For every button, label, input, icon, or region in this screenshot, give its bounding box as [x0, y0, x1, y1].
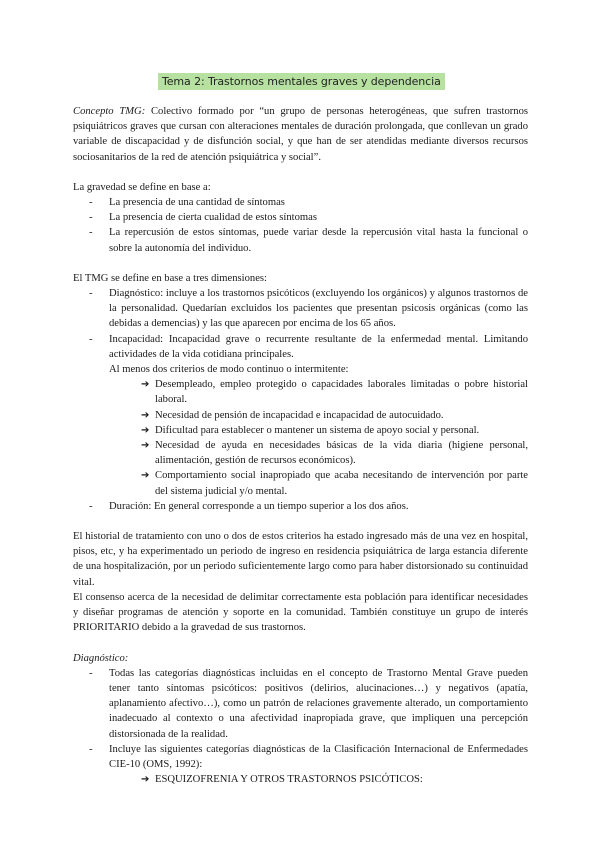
- dimensiones-heading: El TMG se define en base a tres dimensiones:: [73, 272, 267, 284]
- list-item-diagnostico: - Diagnóstico: incluye a los trastornos psicóticos (excluyendo los orgánicos) y algunos trastornos de la personalidad. Quedarían excluidos los pacientes que presentan psicosis orgánicas (como las debidas a demencias) y las que aparecen por encima de los 65 años.: [89, 288, 528, 330]
- intro-term: Concepto TMG:: [73, 106, 146, 117]
- list-item: - La presencia de cierta cualidad de estos síntomas: [73, 210, 528, 225]
- list-item: ➔ Necesidad de ayuda en necesidades básicas de la vida diaria (higiene personal, alimentación, gestión de recursos económicos).: [141, 440, 528, 467]
- criterios-list: [73, 377, 528, 499]
- list-item: - La presencia de una cantidad de síntomas: [73, 195, 528, 210]
- dash-marker: -: [89, 288, 93, 300]
- list-item: ➔ Dificultad para establecer o mantener un sistema de apoyo social y personal.: [143, 423, 528, 438]
- list-item-duracion: - Duración: En general corresponde a un tiempo superior a los dos años.: [73, 499, 528, 514]
- dimensiones-list: [73, 286, 528, 362]
- dash-marker: -: [89, 667, 93, 679]
- arrow-icon: ➔: [141, 409, 150, 421]
- historial-paragraph: El historial de tratamiento con uno o dos de estos criterios ha estado ingresado más de una vez en hospital, pisos, etc, y ha experimentado un periodo de ingreso en residencia psiquiátrica de larga estancia diferente de una hospitalización, por un periodo suficientemente largo como para haber distorsionado su continuidad vital.: [73, 531, 528, 588]
- criterios-intro: Al menos dos criterios de modo continuo o intermitente:: [109, 364, 349, 376]
- list-item: ➔ Comportamiento social inapropiado que acaba necesitando de intervención por parte del sistema judicial y/o mental.: [141, 470, 528, 497]
- list-item: ➔ ESQUIZOFRENIA Y OTROS TRASTORNOS PSICÓTICOS:: [143, 772, 528, 787]
- list-item: ➔ Desempleado, empleo protegido o capacidades laborales limitadas o pobre historial laboral.: [141, 379, 528, 406]
- intro-paragraph: [73, 104, 528, 165]
- diagnostico-list: [73, 666, 528, 772]
- dash-marker: -: [89, 212, 93, 224]
- dash-marker: -: [89, 227, 93, 239]
- page-title: Tema 2: Trastornos mentales graves y dependencia: [158, 73, 445, 90]
- document-body: [73, 104, 528, 787]
- duracion-list: [73, 499, 528, 514]
- diagnostico-sub-list: [73, 772, 528, 787]
- diagnostico-heading: Diagnóstico:: [73, 652, 129, 664]
- arrow-icon: ➔: [141, 424, 150, 436]
- list-item-incapacidad: - Incapacidad: Incapacidad grave o recurrente resultante de la enfermedad mental. Limitando actividades de la vida cotidiana principales.: [89, 333, 528, 360]
- arrow-icon: ➔: [141, 774, 150, 786]
- list-item: ➔ Necesidad de pensión de incapacidad e incapacidad de autocuidado.: [143, 408, 528, 423]
- list-item: - Incluye las siguientes categorías diagnósticas de la Clasificación Internacional de Enfermedades CIE-10 (OMS, 1992):: [89, 743, 528, 770]
- arrow-icon: ➔: [141, 440, 150, 452]
- gravedad-heading: La gravedad se define en base a:: [73, 181, 211, 193]
- arrow-icon: ➔: [141, 379, 150, 391]
- dash-marker: -: [89, 333, 93, 345]
- arrow-icon: ➔: [141, 470, 150, 482]
- intro-text: Colectivo formado por “un grupo de personas heterogéneas, que sufren trastornos psiquiátricos graves que cursan con alteraciones mentales de duración prolongada, que conllevan un grado variable de discapacidad y de disfunción social, y que han de ser atendidas mediante diversos recursos sociosanitarios de la red de atención psiquiátrica y social”.: [73, 106, 528, 163]
- consenso-paragraph: El consenso acerca de la necesidad de delimitar correctamente esta población para identificar necesidades y diseñar programas de atención y soporte en la comunidad. También constituye un grupo de interés PRIORITARIO debido a la gravedad de sus trastornos.: [73, 591, 528, 634]
- list-item: - La repercusión de estos síntomas, puede variar desde la repercusión vital hasta la funcional o sobre la autonomía del individuo.: [89, 227, 528, 254]
- gravedad-list: [73, 195, 528, 256]
- list-item: - Todas las categorías diagnósticas incluidas en el concepto de Trastorno Mental Grave pueden tener tanto síntomas psicóticos: positivos (delirios, alucinaciones…) y negativos (apatía, aplanamiento afectivo…), como un patrón de relaciones gravemente alterado, un comportamiento inadecuado al contexto o una afectividad inapropiada grave, que impliquen una percepción distorsionada de la realidad.: [89, 667, 528, 740]
- dash-marker: -: [89, 743, 93, 755]
- dash-marker: -: [89, 500, 93, 512]
- dash-marker: -: [89, 197, 93, 209]
